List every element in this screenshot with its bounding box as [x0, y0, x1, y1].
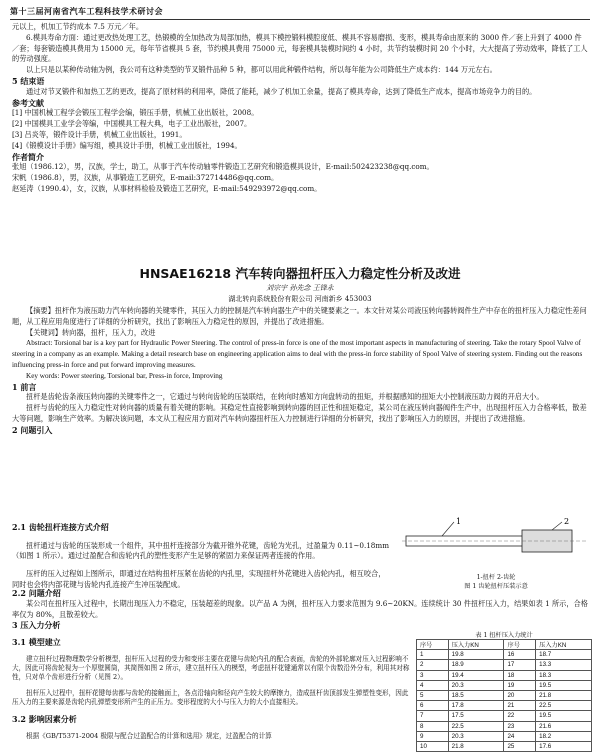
table-cell: 9 [417, 731, 449, 741]
section-3-2-heading: 3.2 影响因素分析 [12, 713, 77, 724]
table-cell: 21.6 [536, 721, 592, 731]
section-3-1-heading: 3.1 模型建立 [12, 637, 61, 647]
table-row [417, 741, 592, 751]
table-1 [416, 630, 592, 752]
section-3-2-para: 根据《GB/T5371-2004 极限与配合过盈配合的计算和选用》规定，过盈配合的计算 [26, 731, 272, 740]
table-cell: 4 [417, 680, 449, 690]
section-3-1-para-2: 扭杆压入过程中，扭杆花键每齿都与齿轮的接触面上，各点沿轴向和径向产生较大的摩擦力，造成扭杆齿顶部发生弹塑性变形，因此压入力的主要来源是齿轮内孔弹塑变形所产生的正压力。变形程度的大小与压入力的大小直接相关。 [12, 688, 409, 706]
table-cell: 22.5 [448, 721, 504, 731]
table-cell: 22.5 [536, 701, 592, 711]
conclusion-heading: 5 结束语 [12, 75, 45, 86]
table-cell: 23 [504, 721, 536, 731]
section-3-1-para-1: 建立扭杆过程物理数学分析模型，扭杆压入过程的受力和变形主要在花键与齿轮内孔的配合表面，齿轮的外部轮廓对压入过程影响不大，因此可将齿轮视为一个厚壁圆筒，其简图如图 2 所示，建立扭杆压入的模型，考虑扭杆花键通常以有限个齿数沿外分布，利用其对称性，只对单个齿形进行分析（见图 2）。 [12, 655, 410, 681]
table-cell: 18.5 [448, 690, 504, 700]
table-cell: 18.2 [536, 731, 592, 741]
table-cell: 20.3 [448, 680, 504, 690]
section-2-2-para: 某公司在扭杆压入过程中，长期出现压入力不稳定，压装超差的现象。以产品 A 为例，扭杆压入力要求范围为 9.6~20KN。连续统计 30 件扭杆压入力，结果如表 1 所示，合格率仅为 80%，且散差较大。 [12, 598, 588, 619]
table-cell: 5 [417, 690, 449, 700]
top-line-3: 以上只是以某种传动轴为例，我公司有这种类型的节叉锻件品种 5 种，都可以用此种锻件结构，所以每年能为公司降低生产成本约：144 万元左右。 [26, 65, 497, 75]
table-cell: 25 [504, 741, 536, 751]
table-cell: 13.3 [536, 660, 592, 670]
figure-1-caption: 图 1 齿轮扭杆压装示意 [464, 583, 528, 590]
table-cell: 17.5 [448, 711, 504, 721]
table-cell: 16 [504, 650, 536, 660]
table-cell: 19.8 [448, 650, 504, 660]
table-cell: 8 [417, 721, 449, 731]
section-1-para-2: 扭杆与齿轮的压入力稳定性对转向器的质量有着关键的影响。其稳定性直接影响到转向器的回正性和扭矩稳定，某公司在液压转向器阀件生产中，出现扭杆压入力合格率低，散差大等问题，影响生产效率。为解决该问题，本文从工程应用方面对汽车转向器扭杆压入力控制进行详细的分析研究，找出了影响压入力的原因，并提出了改进措施。 [12, 403, 587, 423]
author-bio-2: 宋帆（1986.8），男，汉族，从事锻造工艺研究，E-mail:372714486@qq.com。 [12, 173, 279, 183]
table-header-row [417, 640, 592, 650]
table-cell: 7 [417, 711, 449, 721]
intro-block [12, 22, 588, 195]
table-cell: 6 [417, 701, 449, 711]
table-cell: 2 [417, 660, 449, 670]
table-row [417, 680, 592, 690]
top-line-1: 元以上，机加工节约成本 7.5 万元／年。 [12, 22, 144, 31]
table-cell: 3 [417, 670, 449, 680]
figure-1-sub: 1-扭杆 2-齿轮 [476, 574, 516, 581]
table-row [417, 670, 592, 680]
table-cell: 21.8 [448, 741, 504, 751]
leader-line-2 [552, 522, 562, 530]
author-bio-1: 张旭（1986.12），男，汉族，学士，助工，从事于汽车传动轴零件锻造工艺研究和锻造模具设计，E-mail:502423238@qq.com。 [12, 162, 434, 172]
reference-1: [1] 中国机械工程学会锻压工程学会编，锻压手册，机械工业出版社，2008。 [12, 108, 259, 118]
reference-2: [2] 中国模具工业学会等编，中国模具工程大典，电子工业出版社，2007。 [12, 119, 252, 129]
section-3-heading: 3 压入力分析 [12, 620, 61, 631]
table-header-cell: 压入力KN [536, 640, 592, 650]
table-row [417, 690, 592, 700]
table-cell: 21 [504, 701, 536, 711]
table-cell: 19.5 [536, 711, 592, 721]
section-2-2-heading: 2.2 问题介绍 [12, 588, 61, 598]
author-bio-3: 赵延涛（1990.4），女，汉族，从事材料检验及锻造工艺研究，E-mail:549293972@qq.com。 [12, 183, 322, 193]
section-3-1-block [12, 630, 412, 747]
section-1-heading: 1 前言 [12, 381, 37, 392]
abstract-cn: 【摘要】扭杆作为液压助力汽车转向器的关键零件，其压入力的控制是汽车转向器生产中的关键要素之一。本文针对某公司液压转向器转阀件生产中存在的扭杆压入力稳定性差问题，从工程应用角度进行了详细的分析研究，找出了影响压入力稳定性的原因，并提出了改进措施。 [12, 306, 587, 326]
running-header: 第十三届河南省汽车工程科技学术研讨会 [10, 6, 590, 20]
table-cell: 22 [504, 711, 536, 721]
table-header-cell: 序号 [504, 640, 536, 650]
table-cell: 17 [504, 660, 536, 670]
section-2-1-para-1: 扭杆通过与齿轮的压装形成一个组件，其中扭杆连接部分为截开锥外花键，齿轮为光孔，过盈量为 0.11~0.18mm（如图 1 所示）。通过过盈配合和齿轮内孔的塑性变形产生足够的紧固力来保证两者连接的作用。 [12, 540, 390, 561]
fig1-label-1: 1 [456, 517, 462, 526]
table-cell: 20 [504, 690, 536, 700]
table-cell: 24 [504, 731, 536, 741]
table-row [417, 731, 592, 741]
table-cell: 17.8 [448, 701, 504, 711]
section-2-1-heading: 2.1 齿轮扭杆连接方式介绍 [12, 522, 109, 532]
table-row [417, 711, 592, 721]
table-cell: 18 [504, 670, 536, 680]
table-cell: 21.8 [536, 690, 592, 700]
table-cell: 17.6 [536, 741, 592, 751]
keywords-cn: 【关键词】转向器，扭杆，压入力，改进 [26, 327, 156, 337]
paper-title: HNSAE16218 汽车转向器扭杆压入力稳定性分析及改进 [139, 266, 461, 281]
section-1-para-1: 扭杆是齿轮齿条液压转向器的关键零件之一，它通过与转向齿轮的压装联结，在转向时感知方向盘转动的扭矩，并根据感知的扭矩大小控制液压助力阀的开启大小。 [26, 392, 544, 402]
table-cell: 18.7 [536, 650, 592, 660]
paper-affiliation: 湖北转向系统股份有限公司 河南新乡 453003 [228, 295, 372, 303]
authors-heading: 作者简介 [12, 151, 44, 162]
table-header-cell: 序号 [417, 640, 449, 650]
top-line-2: 6.模具寿命方面：通过更改热处理工艺，热锻模的全加热改为局部加热，模具下模控锻料模腔度低、模具不容易磨损、变形，模具寿命由原来的 3000 件／套上升到了 4000 件／套；每套锻造模具费用为 15000 元，每年节省模具 5 套，节约模具费用 75000 元，每套模具装模时间约 4 小时，共节约装模时间 20 个小时，大大提高了劳动效率，降低了工人的劳动强度。 [12, 32, 588, 64]
section-2-heading: 2 问题引入 [12, 424, 53, 435]
references-heading: 参考文献 [12, 97, 44, 108]
table-cell: 18.3 [536, 670, 592, 680]
table-row [417, 660, 592, 670]
table-cell: 19.4 [448, 670, 504, 680]
section-2-1-block [12, 514, 392, 597]
table-header-cell: 压入力KN [448, 640, 504, 650]
table-cell: 19 [504, 680, 536, 690]
figure-1-drawing [402, 516, 590, 568]
table-cell: 1 [417, 650, 449, 660]
paper-authors: 刘宗宇 孙先念 王锋永 [266, 284, 334, 292]
conclusion-text: 通过对节叉锻件和加热工艺的更改，提高了原材料的利用率，降低了能耗，减少了机加工余量，提高了模具寿命，达到了降低生产成本，提高市场竞争力的目的。 [26, 86, 537, 96]
table-row [417, 701, 592, 711]
leader-line-1 [442, 522, 454, 536]
fig1-label-2: 2 [564, 517, 570, 526]
reference-3: [3] 吕炎等，锻件设计手册，机械工业出版社，1991。 [12, 129, 187, 139]
abstract-block [12, 306, 588, 436]
section-2-2-block [12, 588, 588, 631]
table-1-grid [416, 639, 592, 752]
abstract-en: Abstract: Torsional bar is a key part for Hydraulic Power Steering. The control of press-in force is one of the most important aspects in manufacturing of steering. Take the rotary Spool Valve of steering in a company as an example. Making a detail research base on engineering application aims to deal with the press-in force stability of Spool Valve of steering system. Finding out the reasons influencing press-in force and put forward improving measures. [12, 339, 583, 369]
figure-1 [402, 516, 590, 590]
table-row [417, 721, 592, 731]
table-cell: 10 [417, 741, 449, 751]
table-row [417, 650, 592, 660]
section-2-1-para-2: 压杆的压入过程如上图所示，即通过在结构扭杆压紧在齿轮的内孔里，实现扭杆外花键进入齿轮内孔，相互咬合，同时也会将内部花键与齿轮内孔连接产生冲压装配成。 [12, 568, 386, 589]
reference-4: [4]《锻模设计手册》编写组，模具设计手册，机械工业出版社，1994。 [12, 140, 242, 150]
table-cell: 18.9 [448, 660, 504, 670]
table-cell: 19.5 [536, 680, 592, 690]
keywords-en: Key words: Power steering, Torsional bar, Press-in force, Improving [26, 371, 223, 380]
table-cell: 20.3 [448, 731, 504, 741]
table-1-title: 表 1 扭杆压入力统计 [475, 632, 533, 639]
